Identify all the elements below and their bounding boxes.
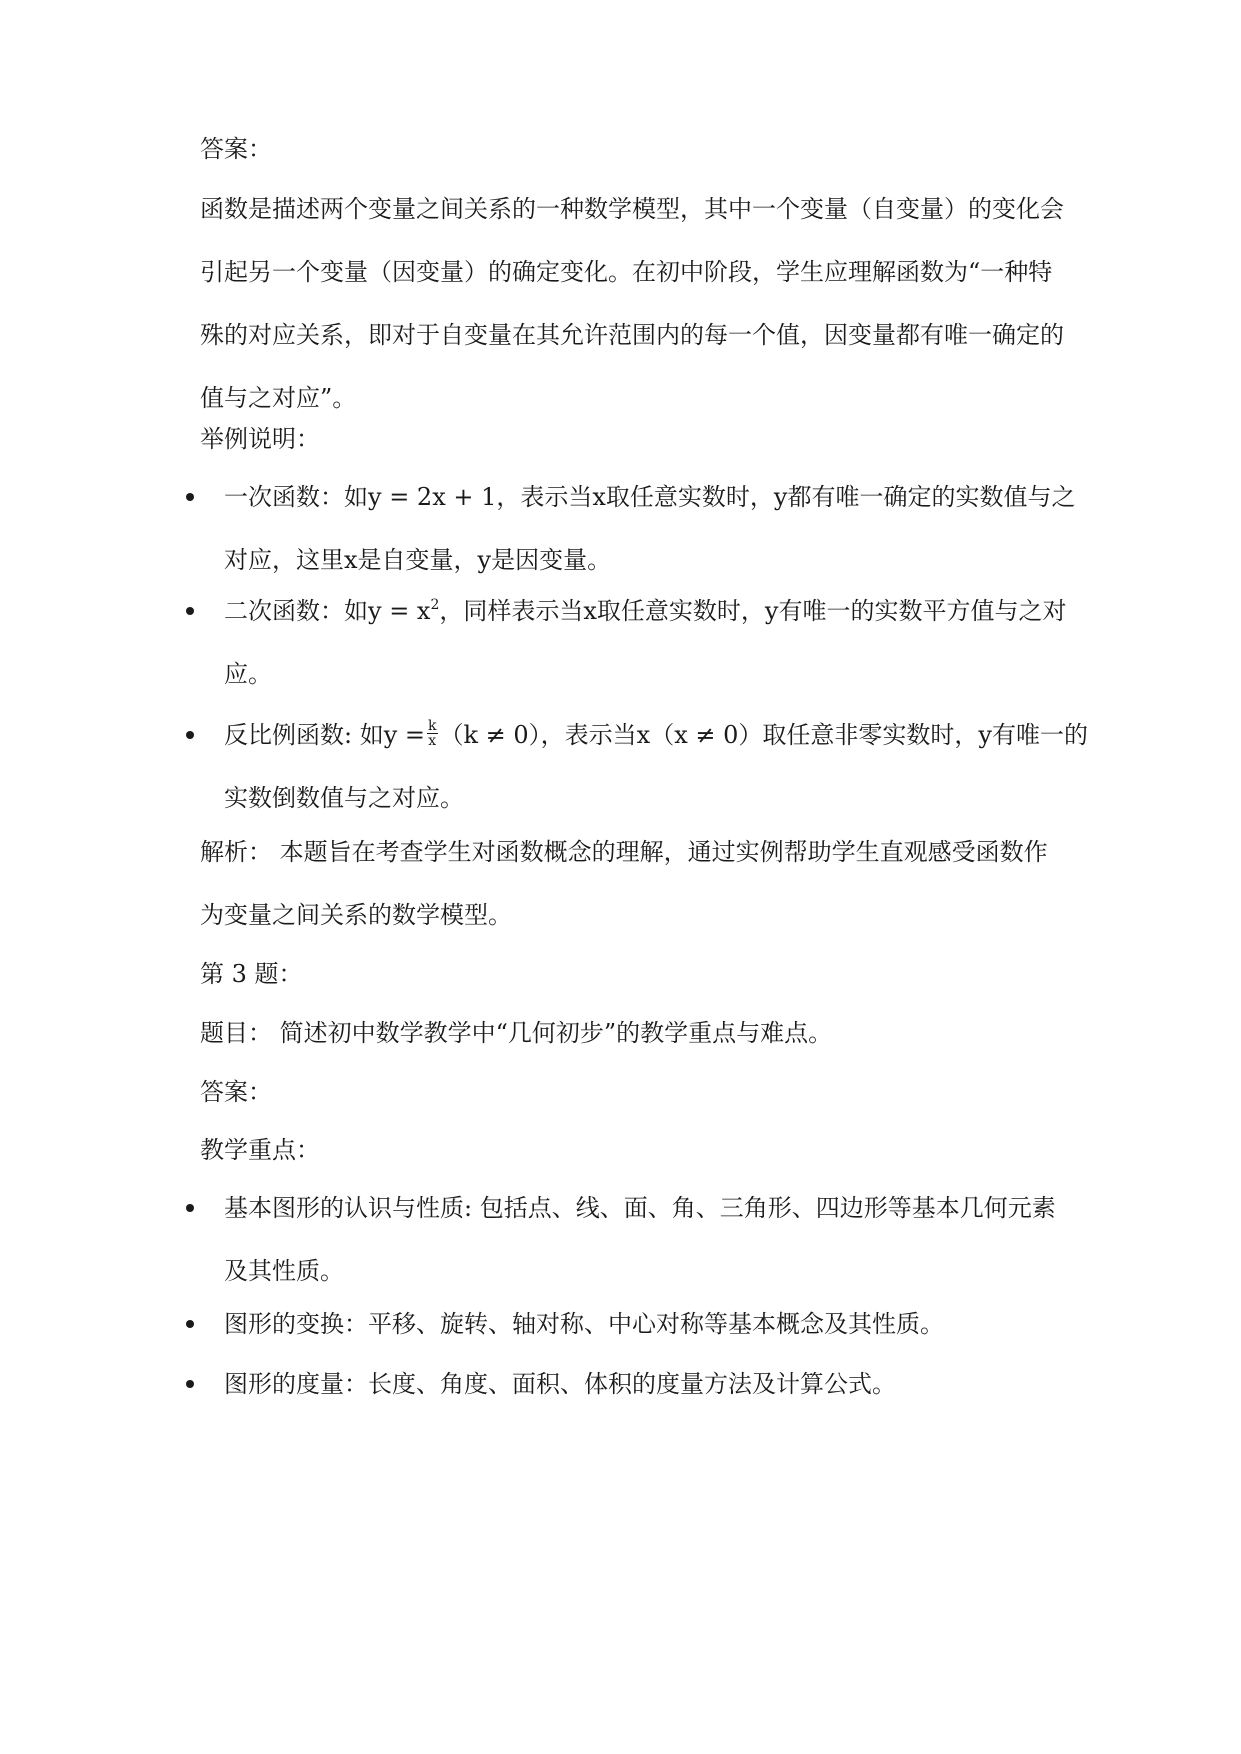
key-point-transformations: 图形的变换：平移、旋转、轴对称、中心对称等基本概念及其性质。 [200, 1293, 1090, 1356]
example-linear-function: 一次函数：如y = 2x + 1，表示当x取任意实数时，y都有唯一确定的实数值与之 对应，这里x是自变量，y是因变量。 [200, 466, 1090, 592]
example-inverse-function: 反比例函数: 如y = $\frac{k}{x}$ （k ≠ 0），表示当x（x ≠ 0）取任意非零实数时，y有唯一的 实数倒数值与之对应。 [200, 704, 1090, 830]
key-point-measurement: 图形的度量：长度、角度、面积、体积的度量方法及计算公式。 [200, 1353, 1090, 1416]
analysis: 解析： 本题旨在考查学生对函数概念的理解，通过实例帮助学生直观感受函数作 为变量之间关系的数学模型。 [200, 838, 1048, 929]
question-3-text: 题目： 简述初中数学教学中“几何初步”的教学重点与难点。 [200, 1019, 833, 1047]
examples-label: 举例说明： [200, 425, 320, 453]
bullet-icon [186, 607, 194, 615]
fraction: $\frac{k}{x}$ [428, 718, 437, 749]
definition-line: 函数是描述两个变量之间关系的一种数学模型，其中一个变量（自变量）的变化会 [200, 195, 1064, 223]
answer-label-2: 答案： [200, 1078, 272, 1106]
function-definition [200, 178, 1085, 430]
definition-line: 殊的对应关系，即对于自变量在其允许范围内的每一个值，因变量都有唯一确定的 [200, 321, 1064, 349]
key-points-label: 教学重点： [200, 1136, 320, 1164]
bullet-icon [186, 493, 194, 501]
inverse-formula: y = $\frac{k}{x}$ [383, 718, 437, 749]
bullet-icon [186, 1320, 194, 1328]
quadratic-formula: $y = x^2$ [368, 597, 440, 625]
linear-formula: y = 2x + 1 [368, 483, 497, 511]
definition-line: 值与之对应”。 [200, 384, 357, 412]
bullet-icon [186, 731, 194, 739]
bullet-icon [186, 1204, 194, 1212]
definition-line: 引起另一个变量（因变量）的确定变化。在初中阶段，学生应理解函数为“一种特 [200, 258, 1053, 286]
example-quadratic-function: 二次函数：如$y = x^2$，同样表示当x取任意实数时，y有唯一的实数平方值与之对 应。 [200, 580, 1090, 706]
bullet-icon [186, 1380, 194, 1388]
answer-label: 答案： [200, 135, 272, 163]
question-3-title: 第 3 题： [200, 960, 303, 988]
key-point-basic-shapes: 基本图形的认识与性质: 包括点、线、面、角、三角形、四边形等基本几何元素 及其性质。 [200, 1177, 1090, 1303]
